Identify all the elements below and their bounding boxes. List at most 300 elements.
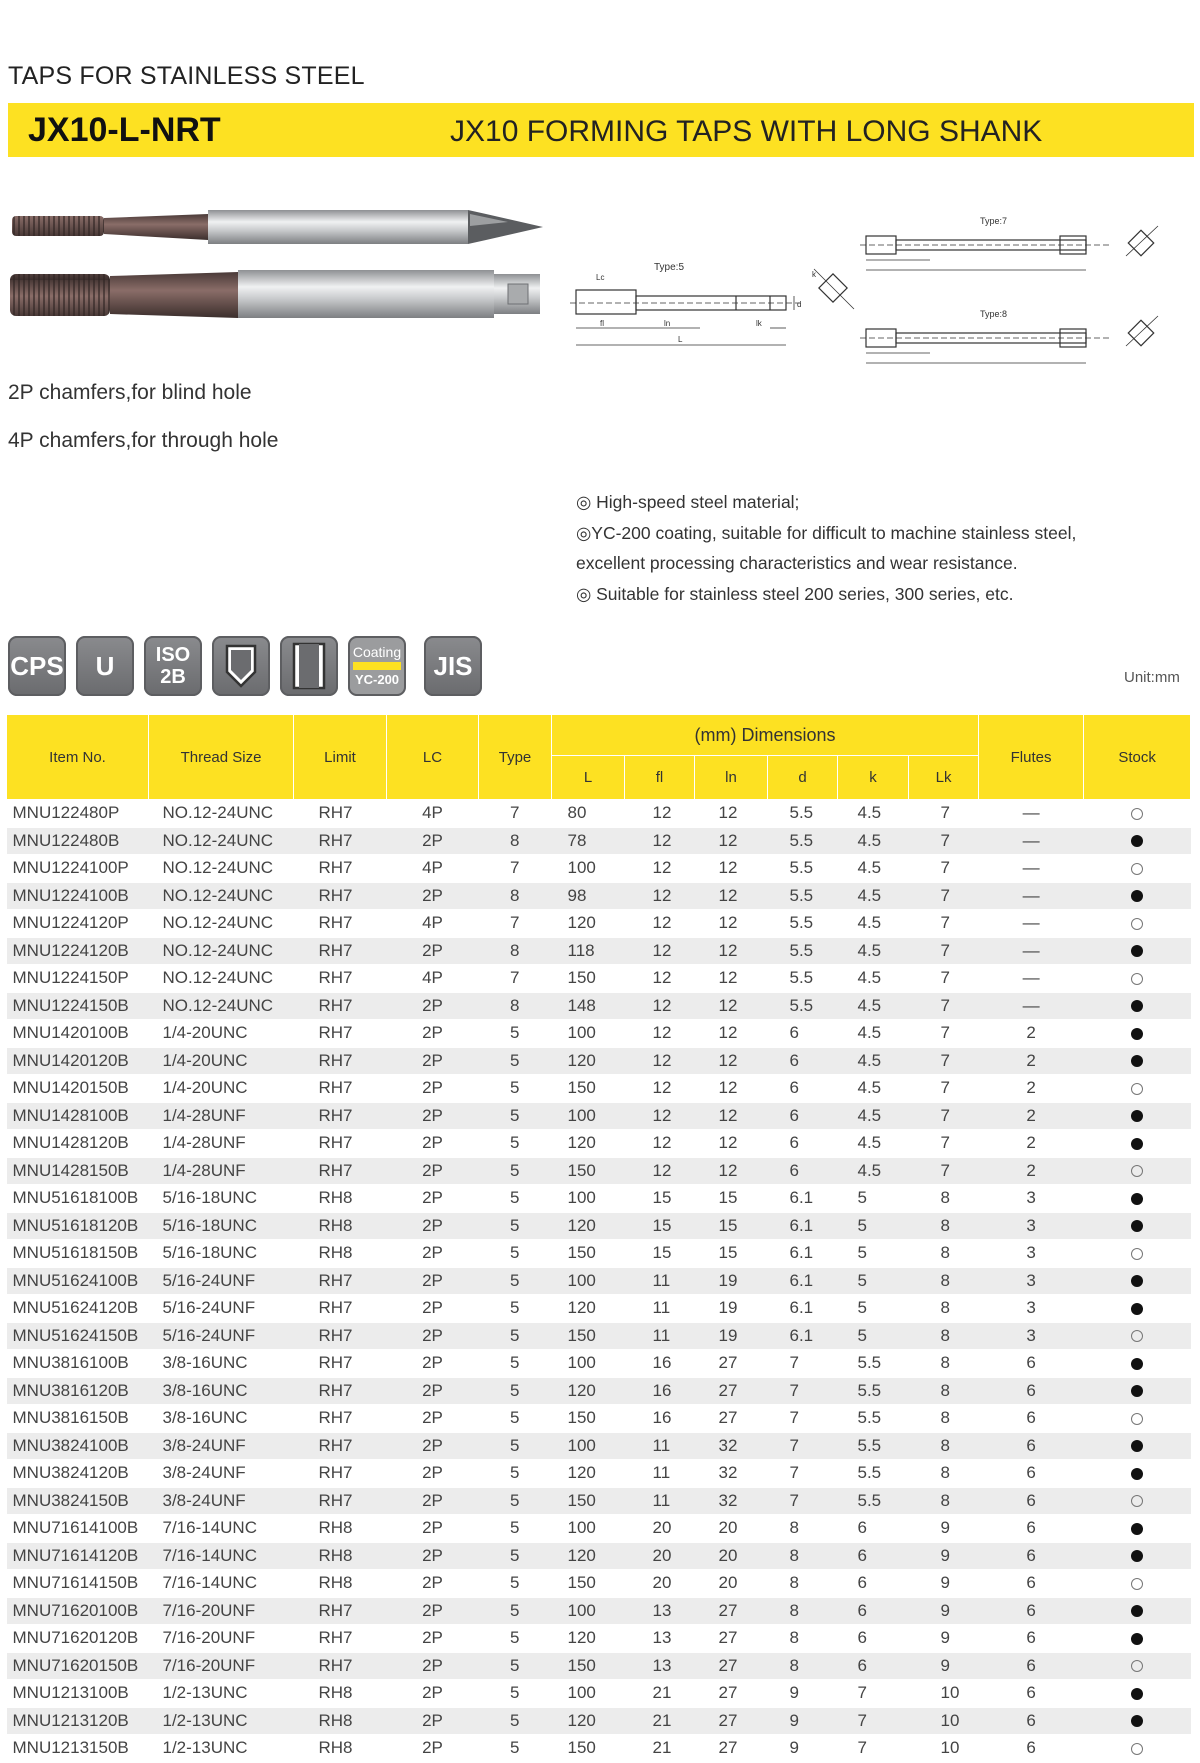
cell-dim-fl: 21 (625, 1735, 695, 1763)
cell-limit: RH7 (294, 1157, 387, 1185)
cell-stock (1084, 1185, 1191, 1213)
cell-dim-ln: 27 (695, 1680, 768, 1708)
cell-lc: 2P (387, 1405, 479, 1433)
cell-type: 5 (479, 1185, 552, 1213)
cell-dim-d: 9 (768, 1680, 838, 1708)
col-item: Item No. (7, 715, 149, 800)
cell-stock (1084, 827, 1191, 855)
dim-k-label: k (812, 270, 816, 279)
cell-item-no: MNU3824150B (7, 1487, 149, 1515)
type7-label: Type:7 (980, 216, 1008, 226)
made-to-order-circle-icon (1131, 1413, 1143, 1425)
cell-type: 5 (479, 1322, 552, 1350)
cell-item-no: MNU51624100B (7, 1267, 149, 1295)
cell-dim-d: 5.5 (768, 965, 838, 993)
cell-dim-ln: 12 (695, 1157, 768, 1185)
cell-dim-ln: 27 (695, 1377, 768, 1405)
col-ln: ln (695, 756, 768, 800)
cell-thread-size: 7/16-20UNF (149, 1625, 294, 1653)
cell-dim-ln: 12 (695, 800, 768, 828)
cell-dim-k: 4.5 (838, 1130, 909, 1158)
cell-dim-ln: 12 (695, 992, 768, 1020)
cell-limit: RH8 (294, 1212, 387, 1240)
table-row (7, 1130, 1191, 1158)
cell-stock (1084, 910, 1191, 938)
cell-dim-lk: 9 (909, 1597, 979, 1625)
col-type: Type (479, 715, 552, 800)
cell-dim-lk: 10 (909, 1680, 979, 1708)
cell-flutes: — (979, 855, 1084, 883)
cell-item-no: MNU3824120B (7, 1460, 149, 1488)
jis-badge: JIS (424, 636, 482, 696)
table-row (7, 1735, 1191, 1763)
cell-stock (1084, 1047, 1191, 1075)
cell-stock (1084, 1075, 1191, 1103)
cell-item-no: MNU1213100B (7, 1680, 149, 1708)
cell-dim-L: 100 (552, 1267, 625, 1295)
in-stock-dot-icon (1131, 1523, 1143, 1535)
cell-type: 5 (479, 1212, 552, 1240)
cell-dim-L: 98 (552, 882, 625, 910)
in-stock-dot-icon (1131, 1688, 1143, 1700)
cell-dim-ln: 27 (695, 1707, 768, 1735)
in-stock-dot-icon (1131, 835, 1143, 847)
cell-item-no: MNU51618150B (7, 1240, 149, 1268)
cell-thread-size: NO.12-24UNC (149, 882, 294, 910)
cell-dim-fl: 11 (625, 1295, 695, 1323)
cell-thread-size: 5/16-18UNC (149, 1185, 294, 1213)
dim-lk-label: lk (756, 319, 762, 328)
in-stock-dot-icon (1131, 1138, 1143, 1150)
table-row (7, 992, 1191, 1020)
cell-item-no: MNU3824100B (7, 1432, 149, 1460)
cell-dim-fl: 12 (625, 992, 695, 1020)
cell-flutes: — (979, 965, 1084, 993)
cell-flutes: 3 (979, 1240, 1084, 1268)
cell-flutes: 6 (979, 1405, 1084, 1433)
cell-dim-d: 6.1 (768, 1295, 838, 1323)
in-stock-dot-icon (1131, 1275, 1143, 1287)
cell-dim-lk: 10 (909, 1735, 979, 1763)
cell-limit: RH7 (294, 1102, 387, 1130)
cell-dim-ln: 12 (695, 937, 768, 965)
made-to-order-circle-icon (1131, 1248, 1143, 1260)
cell-dim-L: 120 (552, 1542, 625, 1570)
cell-dim-d: 7 (768, 1487, 838, 1515)
cell-dim-ln: 15 (695, 1240, 768, 1268)
cell-item-no: MNU51624120B (7, 1295, 149, 1323)
cps-badge: CPS (8, 636, 66, 696)
cell-flutes: 2 (979, 1047, 1084, 1075)
cell-dim-fl: 12 (625, 855, 695, 883)
cell-dim-ln: 12 (695, 910, 768, 938)
cell-limit: RH7 (294, 1350, 387, 1378)
cell-stock (1084, 1487, 1191, 1515)
cell-dim-ln: 12 (695, 882, 768, 910)
cell-dim-d: 6 (768, 1020, 838, 1048)
cell-lc: 2P (387, 882, 479, 910)
cell-stock (1084, 992, 1191, 1020)
cell-type: 5 (479, 1597, 552, 1625)
iso-2b-badge: ISO 2B (144, 636, 202, 696)
u-badge: U (76, 636, 134, 696)
dim-lc-label: Lc (596, 273, 605, 282)
cell-dim-fl: 13 (625, 1597, 695, 1625)
cell-dim-d: 5.5 (768, 800, 838, 828)
spec-table-body (7, 800, 1191, 1763)
cell-dim-ln: 19 (695, 1295, 768, 1323)
cell-flutes: — (979, 827, 1084, 855)
cell-dim-k: 6 (838, 1652, 909, 1680)
cell-dim-k: 7 (838, 1735, 909, 1763)
cell-dim-L: 100 (552, 1102, 625, 1130)
cell-dim-lk: 7 (909, 965, 979, 993)
cell-dim-k: 5 (838, 1267, 909, 1295)
table-row (7, 1487, 1191, 1515)
cell-item-no: MNU3816150B (7, 1405, 149, 1433)
cell-item-no: MNU1213150B (7, 1735, 149, 1763)
cell-dim-lk: 8 (909, 1322, 979, 1350)
cell-dim-k: 6 (838, 1597, 909, 1625)
cell-item-no: MNU1224120B (7, 937, 149, 965)
cell-limit: RH7 (294, 1487, 387, 1515)
cell-flutes: 6 (979, 1707, 1084, 1735)
cell-flutes: — (979, 992, 1084, 1020)
cell-dim-fl: 21 (625, 1680, 695, 1708)
made-to-order-circle-icon (1131, 1165, 1143, 1177)
cell-type: 5 (479, 1542, 552, 1570)
cell-lc: 2P (387, 1625, 479, 1653)
cell-dim-L: 120 (552, 1707, 625, 1735)
cell-dim-k: 6 (838, 1625, 909, 1653)
cell-limit: RH7 (294, 827, 387, 855)
cell-dim-ln: 12 (695, 965, 768, 993)
in-stock-dot-icon (1131, 1605, 1143, 1617)
cell-flutes: 2 (979, 1130, 1084, 1158)
cell-lc: 2P (387, 827, 479, 855)
cell-dim-fl: 15 (625, 1212, 695, 1240)
cell-dim-lk: 7 (909, 827, 979, 855)
cell-limit: RH7 (294, 1405, 387, 1433)
cell-dim-d: 7 (768, 1460, 838, 1488)
tap-product-photo (8, 200, 548, 330)
cell-dim-lk: 7 (909, 1157, 979, 1185)
cell-type: 5 (479, 1680, 552, 1708)
in-stock-dot-icon (1131, 945, 1143, 957)
cell-thread-size: 1/4-20UNC (149, 1020, 294, 1048)
table-row (7, 1652, 1191, 1680)
cell-thread-size: 1/4-20UNC (149, 1047, 294, 1075)
made-to-order-circle-icon (1131, 1578, 1143, 1590)
cell-item-no: MNU51624150B (7, 1322, 149, 1350)
table-row (7, 1267, 1191, 1295)
cell-dim-d: 8 (768, 1652, 838, 1680)
cell-dim-fl: 20 (625, 1515, 695, 1543)
dim-fl-label: fl (600, 319, 604, 328)
cell-stock (1084, 1212, 1191, 1240)
cell-limit: RH7 (294, 1130, 387, 1158)
cell-dim-L: 120 (552, 1047, 625, 1075)
cell-dim-lk: 8 (909, 1212, 979, 1240)
cell-dim-k: 5.5 (838, 1460, 909, 1488)
cell-flutes: 6 (979, 1597, 1084, 1625)
cell-item-no: MNU1428150B (7, 1157, 149, 1185)
cell-type: 7 (479, 855, 552, 883)
cell-dim-fl: 16 (625, 1405, 695, 1433)
feature-list (576, 487, 1176, 609)
in-stock-dot-icon (1131, 890, 1143, 902)
cell-thread-size: 1/4-28UNF (149, 1157, 294, 1185)
cell-thread-size: 5/16-24UNF (149, 1322, 294, 1350)
cell-type: 5 (479, 1020, 552, 1048)
cell-item-no: MNU71620120B (7, 1625, 149, 1653)
cell-type: 5 (479, 1515, 552, 1543)
cell-dim-d: 6 (768, 1130, 838, 1158)
cell-limit: RH7 (294, 1432, 387, 1460)
cell-lc: 2P (387, 1432, 479, 1460)
made-to-order-circle-icon (1131, 1083, 1143, 1095)
cell-dim-d: 8 (768, 1625, 838, 1653)
cell-thread-size: 1/2-13UNC (149, 1735, 294, 1763)
product-title: JX10 FORMING TAPS WITH LONG SHANK (450, 115, 1043, 148)
cell-dim-L: 118 (552, 937, 625, 965)
cell-dim-fl: 20 (625, 1542, 695, 1570)
cell-lc: 2P (387, 1735, 479, 1763)
in-stock-dot-icon (1131, 1440, 1143, 1452)
cell-lc: 2P (387, 1487, 479, 1515)
cell-dim-fl: 12 (625, 827, 695, 855)
cell-limit: RH7 (294, 1652, 387, 1680)
section-category: TAPS FOR STAINLESS STEEL (8, 62, 365, 90)
cell-dim-lk: 8 (909, 1295, 979, 1323)
cell-dim-k: 5.5 (838, 1487, 909, 1515)
cell-lc: 2P (387, 1377, 479, 1405)
cell-dim-ln: 12 (695, 1020, 768, 1048)
cell-dim-ln: 27 (695, 1597, 768, 1625)
type8-square-view (1118, 312, 1168, 358)
cell-dim-k: 5 (838, 1185, 909, 1213)
cell-dim-ln: 12 (695, 1130, 768, 1158)
cell-dim-fl: 13 (625, 1652, 695, 1680)
cell-dim-L: 78 (552, 827, 625, 855)
cell-limit: RH7 (294, 855, 387, 883)
cell-dim-d: 7 (768, 1377, 838, 1405)
cell-dim-ln: 32 (695, 1460, 768, 1488)
cell-type: 5 (479, 1377, 552, 1405)
cell-limit: RH7 (294, 1322, 387, 1350)
cell-thread-size: 3/8-24UNF (149, 1487, 294, 1515)
in-stock-dot-icon (1131, 1303, 1143, 1315)
cell-dim-lk: 8 (909, 1377, 979, 1405)
cell-limit: RH8 (294, 1542, 387, 1570)
cell-dim-L: 150 (552, 965, 625, 993)
cell-item-no: MNU122480P (7, 800, 149, 828)
table-row (7, 1515, 1191, 1543)
cell-dim-lk: 9 (909, 1515, 979, 1543)
cell-limit: RH7 (294, 937, 387, 965)
cell-dim-L: 80 (552, 800, 625, 828)
cell-dim-fl: 12 (625, 910, 695, 938)
cell-limit: RH8 (294, 1735, 387, 1763)
cell-thread-size: NO.12-24UNC (149, 992, 294, 1020)
cell-dim-lk: 7 (909, 1102, 979, 1130)
cell-dim-k: 4.5 (838, 827, 909, 855)
cell-stock (1084, 1295, 1191, 1323)
cell-item-no: MNU3816100B (7, 1350, 149, 1378)
cell-dim-fl: 12 (625, 1020, 695, 1048)
cell-dim-lk: 8 (909, 1350, 979, 1378)
cell-limit: RH8 (294, 1680, 387, 1708)
cell-limit: RH7 (294, 965, 387, 993)
cell-item-no: MNU1224120P (7, 910, 149, 938)
cell-dim-d: 6.1 (768, 1212, 838, 1240)
cell-dim-d: 8 (768, 1515, 838, 1543)
tap-large (10, 270, 540, 318)
cell-dim-k: 4.5 (838, 1047, 909, 1075)
cell-dim-L: 150 (552, 1652, 625, 1680)
cell-thread-size: 7/16-20UNF (149, 1652, 294, 1680)
feature-line: ◎ High-speed steel material; (576, 492, 800, 512)
cell-type: 5 (479, 1432, 552, 1460)
cell-dim-ln: 32 (695, 1487, 768, 1515)
cell-dim-lk: 7 (909, 1130, 979, 1158)
cell-stock (1084, 1542, 1191, 1570)
cell-dim-k: 4.5 (838, 965, 909, 993)
cell-stock (1084, 1432, 1191, 1460)
cell-thread-size: 1/4-28UNF (149, 1102, 294, 1130)
cell-dim-d: 6.1 (768, 1322, 838, 1350)
table-row (7, 1570, 1191, 1598)
cell-dim-k: 4.5 (838, 1102, 909, 1130)
cell-flutes: 3 (979, 1185, 1084, 1213)
cell-thread-size: NO.12-24UNC (149, 855, 294, 883)
table-row (7, 1542, 1191, 1570)
cell-thread-size: 5/16-24UNF (149, 1267, 294, 1295)
cell-stock (1084, 882, 1191, 910)
in-stock-dot-icon (1131, 1110, 1143, 1122)
cell-lc: 2P (387, 992, 479, 1020)
cell-dim-ln: 20 (695, 1570, 768, 1598)
cell-dim-k: 4.5 (838, 1020, 909, 1048)
cell-limit: RH7 (294, 1625, 387, 1653)
cell-flutes: — (979, 910, 1084, 938)
cell-stock (1084, 965, 1191, 993)
cell-dim-fl: 11 (625, 1487, 695, 1515)
cell-item-no: MNU71620150B (7, 1652, 149, 1680)
cell-item-no: MNU1420150B (7, 1075, 149, 1103)
cell-stock (1084, 1350, 1191, 1378)
cell-dim-L: 100 (552, 855, 625, 883)
cell-thread-size: 1/2-13UNC (149, 1707, 294, 1735)
cell-type: 5 (479, 1570, 552, 1598)
cell-limit: RH7 (294, 1267, 387, 1295)
cell-flutes: — (979, 800, 1084, 828)
in-stock-dot-icon (1131, 1385, 1143, 1397)
cell-dim-lk: 8 (909, 1267, 979, 1295)
cell-type: 7 (479, 910, 552, 938)
table-row (7, 827, 1191, 855)
cell-lc: 4P (387, 910, 479, 938)
cell-stock (1084, 1102, 1191, 1130)
made-to-order-circle-icon (1131, 1660, 1143, 1672)
cell-dim-d: 9 (768, 1707, 838, 1735)
cell-dim-d: 6.1 (768, 1267, 838, 1295)
cell-item-no: MNU51618100B (7, 1185, 149, 1213)
cell-stock (1084, 1405, 1191, 1433)
made-to-order-circle-icon (1131, 973, 1143, 985)
cell-dim-d: 7 (768, 1405, 838, 1433)
cell-type: 5 (479, 1075, 552, 1103)
cell-dim-lk: 7 (909, 882, 979, 910)
cell-lc: 2P (387, 1597, 479, 1625)
cell-limit: RH8 (294, 1570, 387, 1598)
cell-dim-lk: 8 (909, 1460, 979, 1488)
cell-flutes: 6 (979, 1680, 1084, 1708)
cell-item-no: MNU71614120B (7, 1542, 149, 1570)
cell-dim-fl: 15 (625, 1185, 695, 1213)
col-thread-size: Thread Size (149, 715, 294, 800)
cell-dim-lk: 9 (909, 1652, 979, 1680)
cell-flutes: 3 (979, 1322, 1084, 1350)
cell-lc: 2P (387, 1515, 479, 1543)
cell-dim-ln: 12 (695, 1047, 768, 1075)
cell-lc: 2P (387, 1130, 479, 1158)
cell-item-no: MNU1224150B (7, 992, 149, 1020)
cell-lc: 2P (387, 1267, 479, 1295)
table-row (7, 1432, 1191, 1460)
cell-lc: 2P (387, 1460, 479, 1488)
type7-square-view (1118, 222, 1168, 268)
cell-dim-ln: 12 (695, 855, 768, 883)
in-stock-dot-icon (1131, 1220, 1143, 1232)
cell-item-no: MNU1213120B (7, 1707, 149, 1735)
table-row (7, 1240, 1191, 1268)
cell-dim-ln: 27 (695, 1350, 768, 1378)
table-row (7, 1597, 1191, 1625)
cell-flutes: — (979, 882, 1084, 910)
cell-thread-size: NO.12-24UNC (149, 827, 294, 855)
table-row (7, 1075, 1191, 1103)
made-to-order-circle-icon (1131, 808, 1143, 820)
cell-stock (1084, 1625, 1191, 1653)
cell-thread-size: 5/16-24UNF (149, 1295, 294, 1323)
cell-dim-fl: 20 (625, 1570, 695, 1598)
cell-thread-size: 7/16-20UNF (149, 1597, 294, 1625)
made-to-order-circle-icon (1131, 1743, 1143, 1755)
cell-item-no: MNU122480B (7, 827, 149, 855)
cell-dim-L: 100 (552, 1515, 625, 1543)
cell-dim-fl: 15 (625, 1240, 695, 1268)
cell-stock (1084, 1460, 1191, 1488)
cell-dim-lk: 7 (909, 992, 979, 1020)
cell-flutes: 6 (979, 1460, 1084, 1488)
cell-dim-k: 5 (838, 1322, 909, 1350)
cell-lc: 2P (387, 1707, 479, 1735)
cell-type: 5 (479, 1707, 552, 1735)
in-stock-dot-icon (1131, 1550, 1143, 1562)
chamfer-note-through: 4P chamfers,for through hole (8, 429, 279, 452)
table-row (7, 855, 1191, 883)
cell-flutes: 2 (979, 1102, 1084, 1130)
cell-thread-size: NO.12-24UNC (149, 937, 294, 965)
cell-type: 7 (479, 965, 552, 993)
col-d: d (768, 756, 838, 800)
cell-item-no: MNU3816120B (7, 1377, 149, 1405)
cell-dim-L: 120 (552, 1377, 625, 1405)
tap-small (12, 210, 543, 244)
cell-lc: 2P (387, 1350, 479, 1378)
col-stock: Stock (1084, 715, 1191, 800)
